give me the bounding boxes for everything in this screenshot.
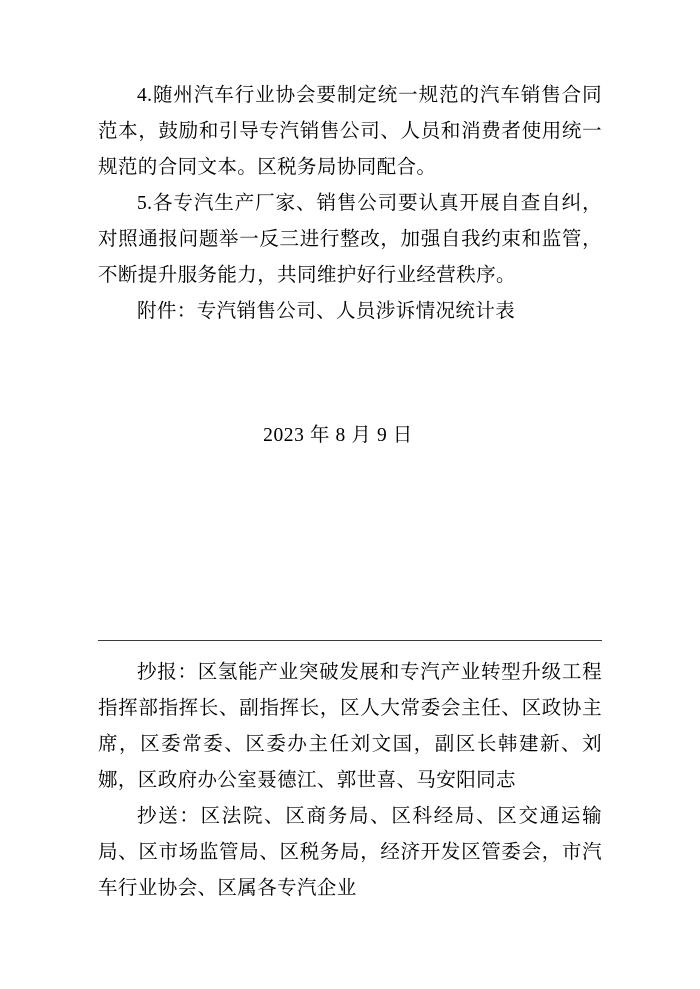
attachment-line: 附件：专汽销售公司、人员涉诉情况统计表: [137, 301, 516, 322]
document-date: 2023 年 8 月 9 日: [263, 425, 413, 446]
spacer-above-date: [98, 330, 602, 418]
document-body: [98, 78, 602, 330]
paragraph-4: 4.随州汽车行业协会要制定统一规范的汽车销售合同范本，鼓励和引导专汽销售公司、人员和消费者使用统一规范的合同文本。区税务局协同配合。: [98, 85, 602, 178]
cc-report-line: 抄报：区氢能产业突破发展和专汽产业转型升级工程指挥部指挥长、副指挥长，区人大常委会主任、区政协主席，区委常委、区委办主任刘文国，副区长韩建新、刘娜，区政府办公室聂德江、郭世喜、马安阳同志: [98, 662, 602, 791]
footer-divider: [98, 640, 602, 641]
paragraph-5: 5.各专汽生产厂家、销售公司要认真开展自查自纠，对照通报问题举一反三进行整改，加强自我约束和监管，不断提升服务能力，共同维护好行业经营秩序。: [98, 193, 602, 286]
document-footer: [98, 655, 602, 907]
cc-send-line: 抄送：区法院、区商务局、区科经局、区交通运输局、区市场监管局、区税务局，经济开发区管委会，市汽车行业协会、区属各专汽企业: [98, 806, 602, 899]
spacer-above-footer: [98, 454, 602, 640]
